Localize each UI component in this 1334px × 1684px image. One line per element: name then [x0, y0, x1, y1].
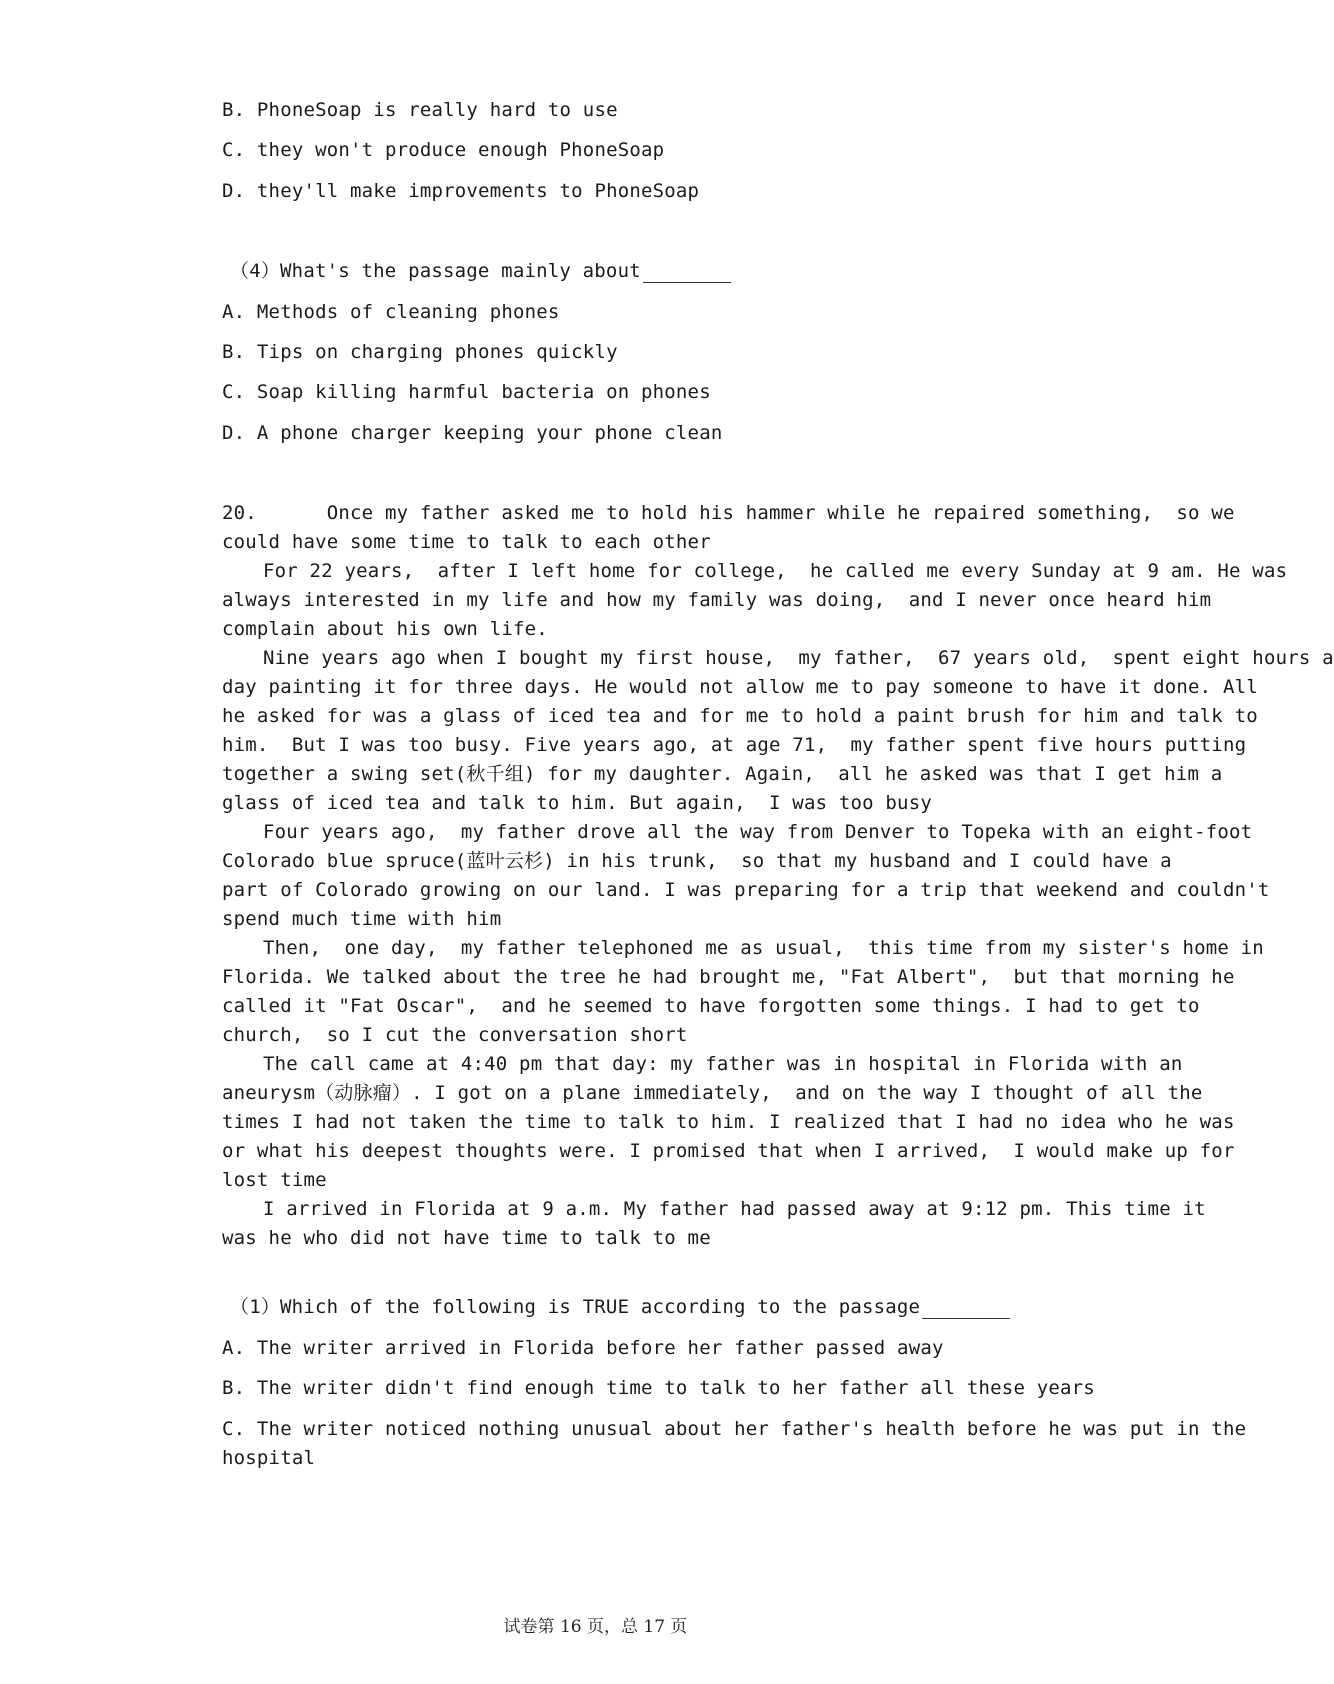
q20-1-stem-row: [230, 1295, 1010, 1319]
q19-4-option-c: C. Soap killing harmful bacteria on phones: [222, 381, 711, 403]
q20-passage-line: glass of iced tea and talk to him. But again, I was too busy: [222, 792, 932, 814]
q20-passage-line: Nine years ago when I bought my first house, my father, 67 years old, spent eight hours a: [263, 647, 1334, 669]
q19-4-option-b: B. Tips on charging phones quickly: [222, 341, 618, 363]
q20-passage-line: Four years ago, my father drove all the way from Denver to Topeka with an eight-foot: [263, 821, 1253, 843]
q20-1-option-b: B. The writer didn't find enough time to talk to her father all these years: [222, 1377, 1095, 1399]
q20-passage-line: For 22 years, after I left home for college, he called me every Sunday at 9 am. He was: [263, 560, 1288, 582]
q20-passage-line: could have some time to talk to each other: [222, 531, 711, 553]
q20-passage-line: church, so I cut the conversation short: [222, 1024, 688, 1046]
q19-4-stem-row: [230, 259, 731, 283]
q19-option-c: C. they won't produce enough PhoneSoap: [222, 139, 665, 161]
q20-passage-line: aneurysm（动脉瘤）. I got on a plane immediately, and on the way I thought of all the: [222, 1082, 1203, 1104]
q20-passage-line: Then, one day, my father telephoned me as usual, this time from my sister's home in: [263, 937, 1264, 959]
q20-passage-line: spend much time with him: [222, 908, 502, 930]
q20-passage-line: 20. Once my father asked me to hold his hammer while he repaired something, so we: [222, 502, 1235, 524]
q19-option-b: B. PhoneSoap is really hard to use: [222, 99, 618, 121]
answer-blank: [643, 264, 731, 283]
q20-passage-line: always interested in my life and how my family was doing, and I never once heard him: [222, 589, 1212, 611]
q20-passage-line: complain about his own life.: [222, 618, 548, 640]
q19-4-option-d: D. A phone charger keeping your phone clean: [222, 422, 723, 444]
q19-4-option-a: A. Methods of cleaning phones: [222, 301, 560, 323]
q20-passage-line: he asked for was a glass of iced tea and for me to hold a paint brush for him and talk to: [222, 705, 1258, 727]
q20-passage-line: I arrived in Florida at 9 a.m. My father had passed away at 9:12 pm. This time it: [263, 1198, 1206, 1220]
q20-passage-line: Florida. We talked about the tree he had brought me, "Fat Albert", but that morning he: [222, 966, 1235, 988]
q20-passage-line: called it "Fat Oscar", and he seemed to have forgotten some things. I had to get to: [222, 995, 1200, 1017]
q20-1-option-c-cont: hospital: [222, 1447, 316, 1469]
q20-passage-line: was he who did not have time to talk to me: [222, 1227, 711, 1249]
q20-passage-line: Colorado blue spruce(蓝叶云杉) in his trunk, so that my husband and I could have a: [222, 850, 1172, 872]
q20-passage-line: The call came at 4:40 pm that day: my father was in hospital in Florida with an: [263, 1053, 1183, 1075]
q19-4-stem: （4）What's the passage mainly about: [230, 260, 641, 282]
q20-passage-line: together a swing set(秋千组) for my daughter. Again, all he asked was that I get him a: [222, 763, 1223, 785]
q20-passage-line: times I had not taken the time to talk to him. I realized that I had no idea who he was: [222, 1111, 1235, 1133]
q20-passage-line: or what his deepest thoughts were. I promised that when I arrived, I would make up for: [222, 1140, 1235, 1162]
q20-passage-line: him. But I was too busy. Five years ago, at age 71, my father spent five hours putting: [222, 734, 1247, 756]
q20-passage-line: part of Colorado growing on our land. I was preparing for a trip that weekend and couldn't: [222, 879, 1270, 901]
q20-passage-line: lost time: [222, 1169, 327, 1191]
q20-1-option-a: A. The writer arrived in Florida before her father passed away: [222, 1337, 944, 1359]
answer-blank: [922, 1300, 1010, 1319]
q20-passage-line: day painting it for three days. He would not allow me to pay someone to have it done. All: [222, 676, 1258, 698]
q20-1-option-c: C. The writer noticed nothing unusual about her father's health before he was put in the: [222, 1418, 1247, 1440]
q20-1-stem: （1）Which of the following is TRUE according to the passage: [230, 1296, 921, 1318]
page-footer: 试卷第 16 页，总 17 页: [503, 1617, 688, 1637]
q19-option-d: D. they'll make improvements to PhoneSoap: [222, 180, 700, 202]
